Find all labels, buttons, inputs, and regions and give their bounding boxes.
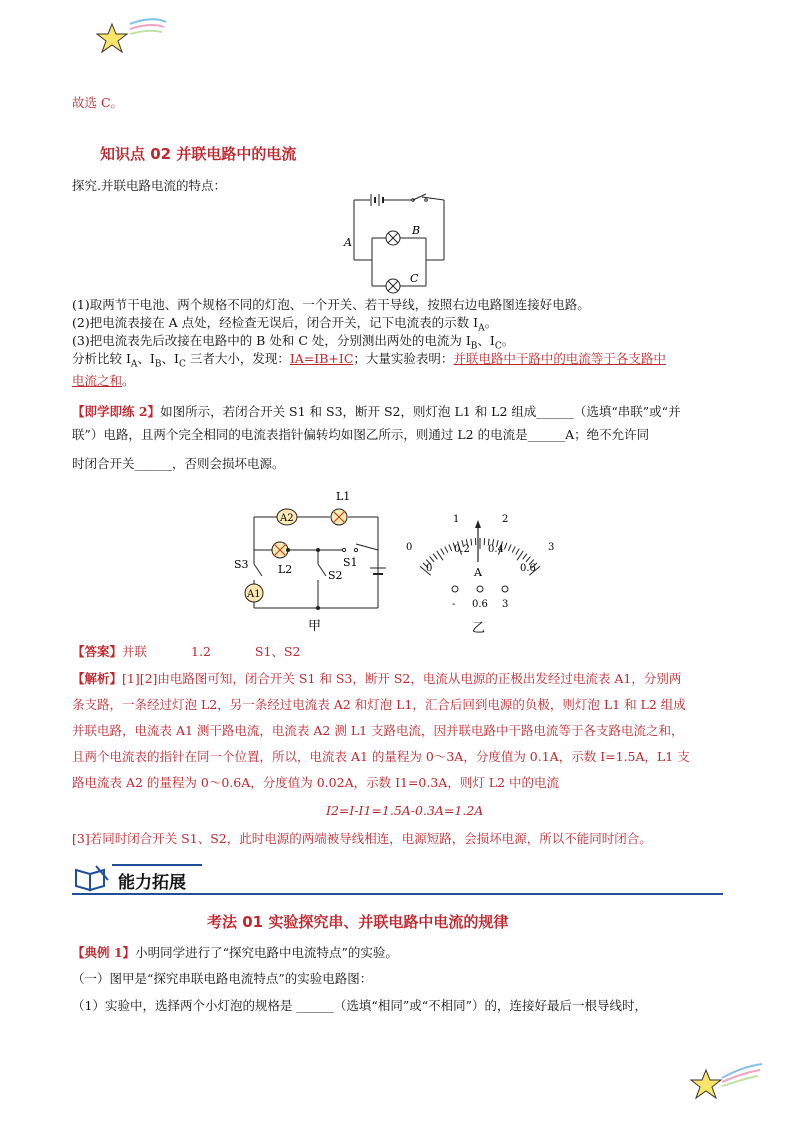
terminal-06: 0.6 xyxy=(472,599,488,610)
step-1: (1)取两节干电池、两个规格不同的灯泡、一个开关、若干导线，按照右边电路图连接好电路。 xyxy=(72,297,590,312)
terminal-3: 3 xyxy=(502,599,509,610)
analysis-line-5: 路电流表 A2 的量程为 0～0.6A，分度值为 0.02A，示数 I1=0.3A，则灯 L2 中的电流 xyxy=(72,775,560,790)
switch-s1-label: S1 xyxy=(343,556,358,569)
section-title-method: 考法 01 实验探究串、并联电路中电流的规律 xyxy=(207,913,509,931)
switch-s3-label: S3 xyxy=(234,558,249,571)
meter-unit: A xyxy=(474,566,482,579)
answer-line: 【答案】并联 1.2 S1、S2 xyxy=(72,644,301,659)
dial-tick xyxy=(516,549,520,555)
dial-tick xyxy=(430,557,435,562)
ammeter-a2-label: A2 xyxy=(280,513,294,524)
analysis-line-2: 条支路，一条经过灯泡 L2，另一条经过电流表 A2 和灯泡 L1，汇合后回到电源的负极，则灯泡 L1 和 L2 组成 xyxy=(72,697,686,712)
parallel-circuit-diagram xyxy=(340,188,460,296)
dial-tick xyxy=(433,554,437,560)
book-icon xyxy=(72,860,112,894)
example-question-1: （1）实验中，选择两个小灯泡的规格是 ______（选填“相同”或“不相同”）的，连接好最后一根导线时， xyxy=(72,998,647,1013)
example-sub-1: （一）图甲是“探究串联电路电流特点”的实验电路图： xyxy=(72,971,373,986)
example-line: 【典例 1】小明同学进行了“探究电路中电流特点”的实验。 xyxy=(72,945,398,960)
banner-title: 能力拓展 xyxy=(118,873,186,893)
dial-tick xyxy=(504,543,506,550)
ammeter-dial-diagram xyxy=(396,506,566,640)
analysis-line-1: 【解析】[1][2]由电路图可知，闭合开关 S1 和 S3，断开 S2，电流从电源的正极出发经过电流表 A1，分别两 xyxy=(72,671,682,686)
scale-top-2: 2 xyxy=(502,514,509,525)
point-c-label: C xyxy=(410,272,419,285)
fig-yi-label: 乙 xyxy=(472,621,486,636)
star-decoration-icon xyxy=(90,14,170,58)
scale-bottom-04: 0.4 xyxy=(488,544,504,555)
switch-s2-label: S2 xyxy=(328,569,343,582)
ammeter-a1-label: A1 xyxy=(247,589,261,600)
practice-line-2: 联”）电路，且两个完全相同的电流表指针偏转均如图乙所示，则通过 L2 的电流是______A；绝不允许同 xyxy=(72,427,650,442)
banner-divider xyxy=(72,893,723,895)
formula-ia: IA=IB+IC xyxy=(289,351,354,366)
top-answer: 故选 C。 xyxy=(72,95,124,110)
banner-top-line xyxy=(112,864,202,866)
circuit-jia-diagram xyxy=(232,484,392,634)
terminal-negative: - xyxy=(452,599,456,610)
analysis-conclusion-2: 电流之和。 xyxy=(72,373,135,388)
dial-tick xyxy=(449,544,452,550)
scale-top-0: 0 xyxy=(406,542,413,553)
scale-top-1: 1 xyxy=(453,514,460,525)
dial-tick xyxy=(523,554,527,560)
section-intro: 探究.并联电路电流的特点： xyxy=(72,178,226,193)
dial-tick xyxy=(526,557,531,562)
scale-bottom-02: 0.2 xyxy=(454,544,470,555)
dial-tick xyxy=(441,549,445,555)
section-title-parallel-current: 知识点 02 并联电路中的电流 xyxy=(100,145,297,163)
analysis-compare: 分析比较 $I_A$、$I_B$、$I_C$ 三者大小，发现：IA=IB+IC；大量实验表明：并联电路中干路中的电流等于各支路中 xyxy=(72,351,666,370)
dial-tick xyxy=(471,539,472,546)
dial-tick xyxy=(445,546,448,552)
scale-top-3: 3 xyxy=(548,542,555,553)
point-b-label: B xyxy=(412,224,421,237)
scale-bottom-06: 0.6 xyxy=(520,563,536,574)
analysis-formula: I2=I-I1=1.5A-0.3A=1.2A xyxy=(326,803,484,818)
dial-tick xyxy=(437,551,443,560)
lamp-l1-label: L1 xyxy=(336,490,351,503)
practice-line-1: 【即学即练 2】如图所示，若闭合开关 S1 和 S3，断开 S2，则灯泡 L1 和 L2 组成______（选填“串联”或“并 xyxy=(72,404,681,419)
analysis-line-4: 且两个电流表的指针在同一个位置，所以，电流表 A1 的量程为 0～3A，分度值为 0.1A，示数 I=1.5A，L1 支 xyxy=(72,749,690,764)
step-3: (3)把电流表先后改接在电路中的 B 处和 C 处，分别测出两处的电流为 $I_B$、$I_C$。 xyxy=(72,333,515,352)
dial-tick xyxy=(508,544,511,550)
lamp-l2-label: L2 xyxy=(278,563,293,576)
dial-tick xyxy=(517,551,523,560)
conclusion-red: 并联电路中干路中的电流等于各支路中 xyxy=(453,351,666,366)
star-decoration-icon xyxy=(686,1058,766,1102)
fig-jia-label: 甲 xyxy=(308,619,322,634)
practice-line-3: 时闭合开关______，否则会损坏电源。 xyxy=(72,456,285,471)
step-2: (2)把电流表接在 A 点处，经检查无误后，闭合开关，记下电流表的示数 $I_A$。 xyxy=(72,315,498,334)
analysis-line-3: 并联电路，电流表 A1 测干路电流，电流表 A2 测 L1 支路电流，因并联电路中干路电流等于各支路电流之和， xyxy=(72,723,684,738)
dial-tick xyxy=(512,546,515,552)
scale-bottom-0: 0 xyxy=(426,563,433,574)
analysis-line-6: [3]若同时闭合开关 S1、S2，此时电源的两端被导线相连，电源短路，会损坏电源，所以不能同时闭合。 xyxy=(72,831,652,846)
point-a-label: A xyxy=(344,236,352,249)
